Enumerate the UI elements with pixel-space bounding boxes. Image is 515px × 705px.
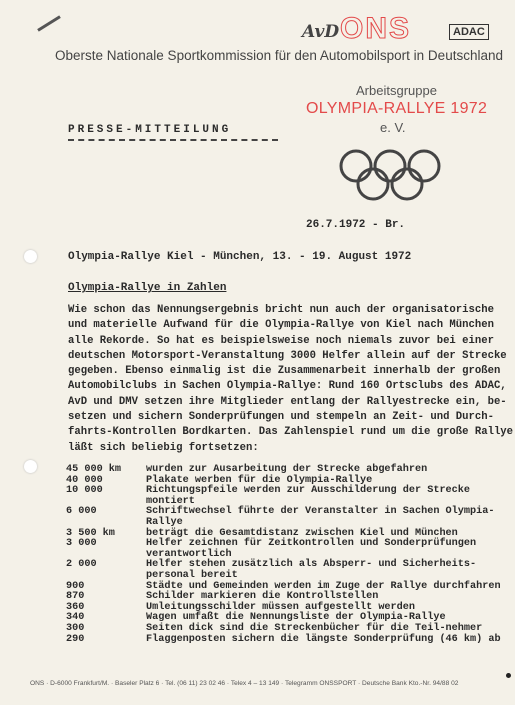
stat-description: Schriftwechsel führte der Veranstalter in Sachen Olympia-Rallye	[146, 506, 495, 528]
stat-row	[66, 624, 511, 635]
stat-description: Seiten dick sind die Streckenbücher für die Teil-nehmer	[146, 622, 483, 634]
avd-logo: AvD	[302, 22, 340, 42]
rally-title: OLYMPIA-RALLYE 1972	[306, 100, 488, 117]
body-paragraph	[68, 303, 514, 456]
subject-line: Olympia-Rallye Kiel - München, 13. - 19. August 1972	[68, 251, 412, 263]
stat-number: 870	[66, 591, 85, 603]
ev-label: e. V.	[380, 120, 406, 135]
stat-description: Schilder markieren die Kontrollstellen	[146, 591, 379, 603]
stat-number: 2 000	[66, 559, 97, 571]
stat-description: Plakate werben für die Olympia-Rallye	[146, 474, 373, 486]
stat-number: 6 000	[66, 506, 97, 518]
olympic-rings-icon	[338, 148, 458, 206]
stat-number: 40 000	[66, 474, 103, 486]
stat-row	[66, 560, 511, 581]
stat-row	[66, 539, 511, 560]
stat-row	[66, 507, 511, 528]
adac-logo: ADAC	[449, 24, 489, 40]
paragraph-line: AvD und DMV setzen ihre Mitglieder entlang der Rallyestrecke ein, be-	[68, 395, 507, 408]
paragraph-line: läßt sich beliebig fortsetzen:	[68, 441, 259, 454]
press-release-rule	[68, 139, 278, 141]
paragraph-line: deutschen Motorsport-Veranstaltung 3000 Helfer allein auf der Strecke	[68, 349, 507, 362]
stat-description: wurden zur Ausarbeitung der Strecke abgefahren	[146, 464, 428, 475]
stat-description: Umleitungsschilder müssen aufgestellt werden	[146, 601, 415, 613]
stat-description: Helfer stehen zusätzlich als Absperr- und Sicherheits-personal bereit	[146, 559, 477, 581]
stat-number: 3 500 km	[66, 527, 115, 539]
stat-number: 300	[66, 622, 85, 634]
stat-description: Städte und Gemeinden werden im Zuge der Rallye durchfahren	[146, 580, 501, 592]
statistics-list	[66, 465, 511, 645]
punch-hole	[24, 460, 37, 473]
arbeitsgruppe-label: Arbeitsgruppe	[356, 83, 437, 98]
stat-row	[66, 486, 511, 507]
organization-name: Oberste Nationale Sportkommission für den Automobilsport in Deutschland	[55, 48, 503, 63]
section-heading: Olympia-Rallye in Zahlen	[68, 282, 227, 294]
date-line: 26.7.1972 - Br.	[306, 219, 406, 231]
stat-number: 900	[66, 580, 85, 592]
footer-address: ONS · D-6000 Frankfurt/M. · Baseler Platz 6 · Tel. (06 11) 23 02 46 · Telex 4 – 13 149 · Telegramm ONSSPORT · Deutsche Bank Kto.-Nr. 94/88 02	[30, 680, 459, 687]
stat-description: Flaggenposten sichern die längste Sonderprüfung (46 km) ab	[146, 633, 501, 645]
stat-number: 45 000 km	[66, 464, 122, 475]
punch-hole	[24, 250, 37, 263]
stat-description: beträgt die Gesamtdistanz zwischen Kiel und München	[146, 527, 458, 539]
stat-description: Richtungspfeile werden zur Ausschilderung der Strecke montiert	[146, 485, 471, 507]
stat-description: Helfer zeichnen für Zeitkontrollen und Sonderprüfungen verantwortlich	[146, 538, 477, 560]
stat-description: Wagen umfaßt die Nennungsliste der Olympia-Rallye	[146, 612, 446, 624]
stat-number: 3 000	[66, 538, 97, 550]
stat-number: 340	[66, 612, 85, 624]
stat-number: 290	[66, 633, 85, 645]
paragraph-line: gegeben. Ebenso einmalig ist die Zusammenarbeit innerhalb der großen	[68, 365, 501, 378]
stat-row	[66, 635, 511, 646]
ink-dot	[506, 673, 511, 678]
paragraph-line: setzen und sichern Sonderprüfungen und stempeln an Zeit- und Durch-	[68, 411, 494, 424]
paragraph-line: Wie schon das Nennungsergebnis bricht nun auch der organisatorische	[68, 304, 494, 316]
stat-number: 360	[66, 601, 85, 613]
paragraph-line: Automobilclubs in Sachen Olympia-Rallye: Rund 160 Ortsclubs des ADAC,	[68, 380, 507, 393]
press-release-label: PRESSE-MITTEILUNG	[68, 124, 232, 136]
stat-number: 10 000	[66, 485, 103, 497]
paragraph-line: alle Rekorde. So hat es beispielsweise noch niemals zuvor bei einer	[68, 334, 494, 347]
paragraph-line: und materielle Aufwand für die Olympia-Rallye von Kiel nach München	[68, 319, 494, 332]
stat-row	[66, 465, 511, 476]
pen-mark	[37, 15, 61, 31]
paragraph-line: fahrts-Kontrollen Bordkarten. Das Zahlenspiel rund um die große Rallye	[68, 426, 514, 439]
ons-logo: ONS	[340, 12, 412, 45]
